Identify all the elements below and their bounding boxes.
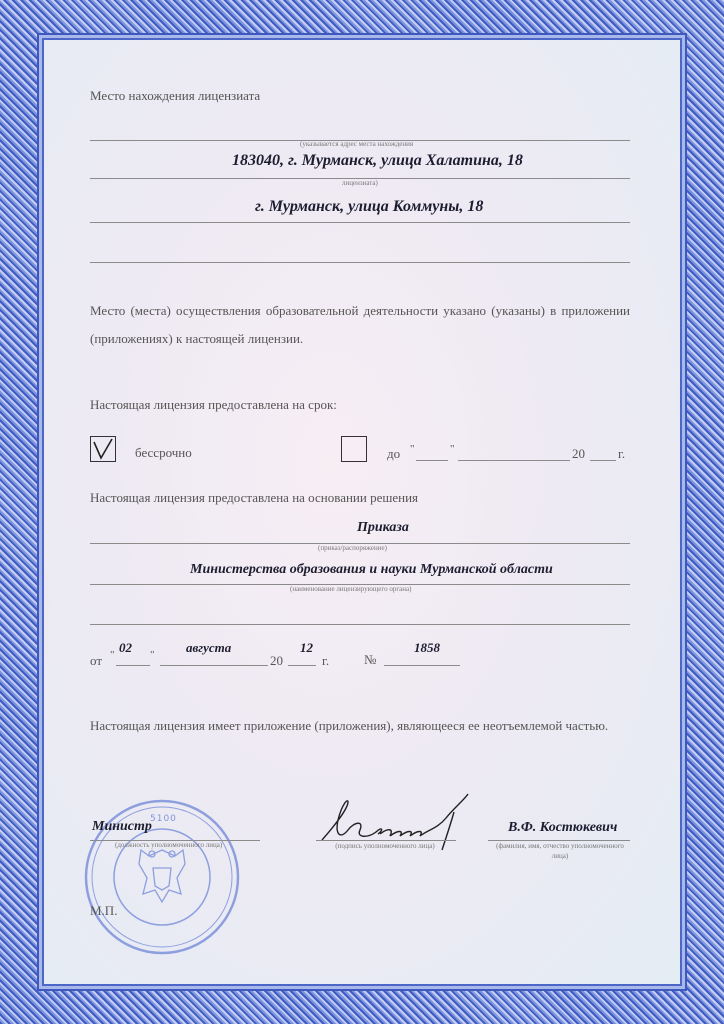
address-line-2: г. Мурманск, улица Коммуны, 18 [255, 198, 484, 215]
term-until-year-prefix: 20 [572, 446, 585, 461]
term-until-checkbox[interactable] [341, 436, 367, 462]
number-symbol: № [364, 652, 377, 667]
authority-rule-2 [90, 624, 630, 625]
term-until-day-rule [416, 460, 448, 461]
term-until-open-quote: " [410, 443, 415, 455]
address-line-1: 183040, г. Мурманск, улица Халатина, 18 [232, 152, 523, 169]
address-line-4-rule [90, 262, 630, 263]
signature-caption: (подпись уполномоченного лица) [335, 842, 435, 850]
term-until-year-rule [590, 460, 616, 461]
term-until-suffix: г. [618, 446, 626, 461]
location-label: Место нахождения лицензиата [90, 88, 261, 103]
stamp-place-label: М.П. [90, 903, 118, 918]
address-line-3-rule [90, 222, 630, 223]
authority-name: Министерства образования и науки Мурманской области [190, 562, 553, 577]
term-until-close-quote: " [450, 443, 455, 455]
appendix-paragraph: Настоящая лицензия имеет приложение (приложения), являющееся ее неотъемлемой частью. [90, 718, 609, 733]
authority-caption: (наименование лицензирующего органа) [290, 585, 412, 593]
coat-of-arms-icon [139, 850, 185, 902]
signer-name: В.Ф. Костюкевич [508, 820, 618, 835]
date-day: 02 [119, 640, 132, 655]
date-month-rule [160, 665, 268, 666]
date-month: августа [186, 640, 232, 655]
decision-number: 1858 [414, 640, 440, 655]
date-year-rule [288, 665, 316, 666]
date-year-prefix: 20 [270, 653, 283, 668]
term-unlimited-label: бессрочно [135, 445, 192, 460]
date-year: 12 [300, 640, 313, 655]
decision-type-caption: (приказ/распоряжение) [318, 544, 387, 552]
term-until-prefix: до [387, 446, 401, 461]
signer-position-caption: (должность уполномоченного лица) [115, 841, 223, 849]
basis-label: Настоящая лицензия предоставлена на основании решения [90, 490, 419, 505]
date-year-suffix: г. [322, 653, 330, 668]
decision-number-rule [384, 665, 460, 666]
decision-type: Приказа [357, 520, 409, 535]
place-paragraph: Место (места) осуществления образовательной деятельности указано (указаны) в приложении (приложениях) к настоящей лицензии. [90, 303, 630, 346]
term-unlimited-checkbox[interactable] [90, 436, 116, 462]
term-label: Настоящая лицензия предоставлена на срок: [90, 397, 337, 412]
signer-name-caption: (фамилия, имя, отчество уполномоченного лица) [496, 842, 624, 860]
address-caption: (указывается адрес места нахождения [300, 140, 414, 148]
date-prefix: от [90, 653, 103, 668]
date-day-rule [116, 665, 150, 666]
term-until-month-rule [458, 460, 570, 461]
seal-number: 5100 [150, 814, 177, 824]
signer-position: Министр [92, 819, 152, 834]
checkmark-icon [90, 436, 116, 462]
licensee-caption: лицензиата) [342, 179, 378, 187]
date-close-quote: " [150, 649, 155, 661]
date-open-quote: " [110, 649, 115, 661]
